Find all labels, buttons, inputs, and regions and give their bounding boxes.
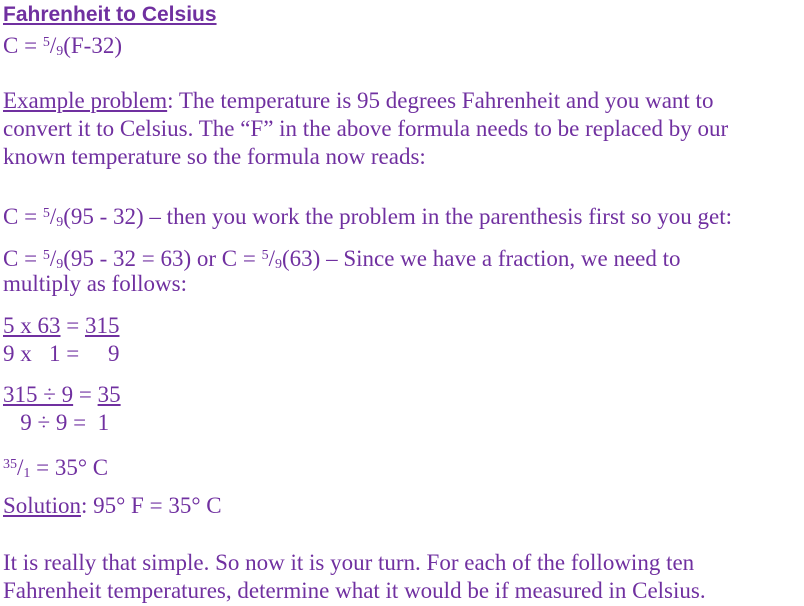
step2-suffix: (63) – Since we have a fraction, we need to <box>282 246 681 271</box>
step2-numerator-2: 5 <box>261 248 269 263</box>
step2-mid: (95 - 32 = 63) or C = <box>63 246 262 271</box>
step2-denominator: 9 <box>56 257 64 272</box>
example-line-1 <box>3 87 713 114</box>
page-title: Fahrenheit to Celsius <box>3 3 217 26</box>
step2-denominator-2: 9 <box>275 257 283 272</box>
step1-line: $C = ^5/_9(95 - 32)$ – then you work the problem in the parenthesis first so you get: <box>3 204 732 230</box>
div-top-left: 315 ÷ 9 <box>3 382 74 407</box>
mult-top-right: 315 <box>84 313 120 338</box>
mult-equals: = <box>60 313 85 338</box>
example-line-3: known temperature so the formula now reads: <box>3 144 426 169</box>
step1-suffix: (95 - 32) – then you work the problem in the parenthesis first so you get: <box>63 204 732 229</box>
mult-bottom: 9 x 1 = 9 <box>3 341 120 366</box>
closing-line-1: It is really that simple. So now it is your turn. For each of the following ten <box>3 550 695 575</box>
solution-line <box>3 492 222 519</box>
div-bottom: 9 ÷ 9 = 1 <box>3 410 110 435</box>
step2-continued: multiply as follows: <box>3 271 187 296</box>
step1-denominator: 9 <box>56 215 64 230</box>
solution-label: Solution <box>3 493 81 518</box>
mult-top-left: 5 x 63 <box>3 313 61 338</box>
formula-denominator: 9 <box>56 44 64 59</box>
result-numerator: 35 <box>3 457 17 472</box>
step2-prefix: C = <box>3 246 43 271</box>
div-top-right: 35 <box>97 382 121 407</box>
result-denominator: 1 <box>23 466 31 481</box>
result-suffix: = 35° C <box>30 455 109 480</box>
div-equals: = <box>73 382 98 407</box>
closing-line-2: Fahrenheit temperatures, determine what it would be if measured in Celsius. <box>3 578 706 603</box>
step1-numerator: 5 <box>42 206 50 221</box>
example-text-1: : The temperature is 95 degrees Fahrenheit and you want to <box>167 88 714 113</box>
formula-prefix: C = <box>3 33 43 58</box>
example-label: Example problem <box>3 88 168 113</box>
formula-suffix: (F-32) <box>63 33 122 58</box>
step2-numerator: 5 <box>42 248 50 263</box>
example-line-2: convert it to Celsius. The “F” in the above formula needs to be replaced by our <box>3 116 729 141</box>
div-top <box>3 381 121 408</box>
result-line: $^{35}/_1 = 35^\circ$ C <box>3 455 109 481</box>
step2-line: $C = ^5/_9(95 - 32 = 63)$ or $C = ^5/_9(63)$ – Since we have a fraction, we need to <box>3 246 681 272</box>
formula-line: $C = ^5/_9(F-32)$ <box>3 33 122 59</box>
mult-top <box>3 312 119 339</box>
step1-prefix: C = <box>3 204 43 229</box>
solution-text: : 95° F = 35° C <box>80 493 222 518</box>
formula-numerator: 5 <box>42 35 50 50</box>
